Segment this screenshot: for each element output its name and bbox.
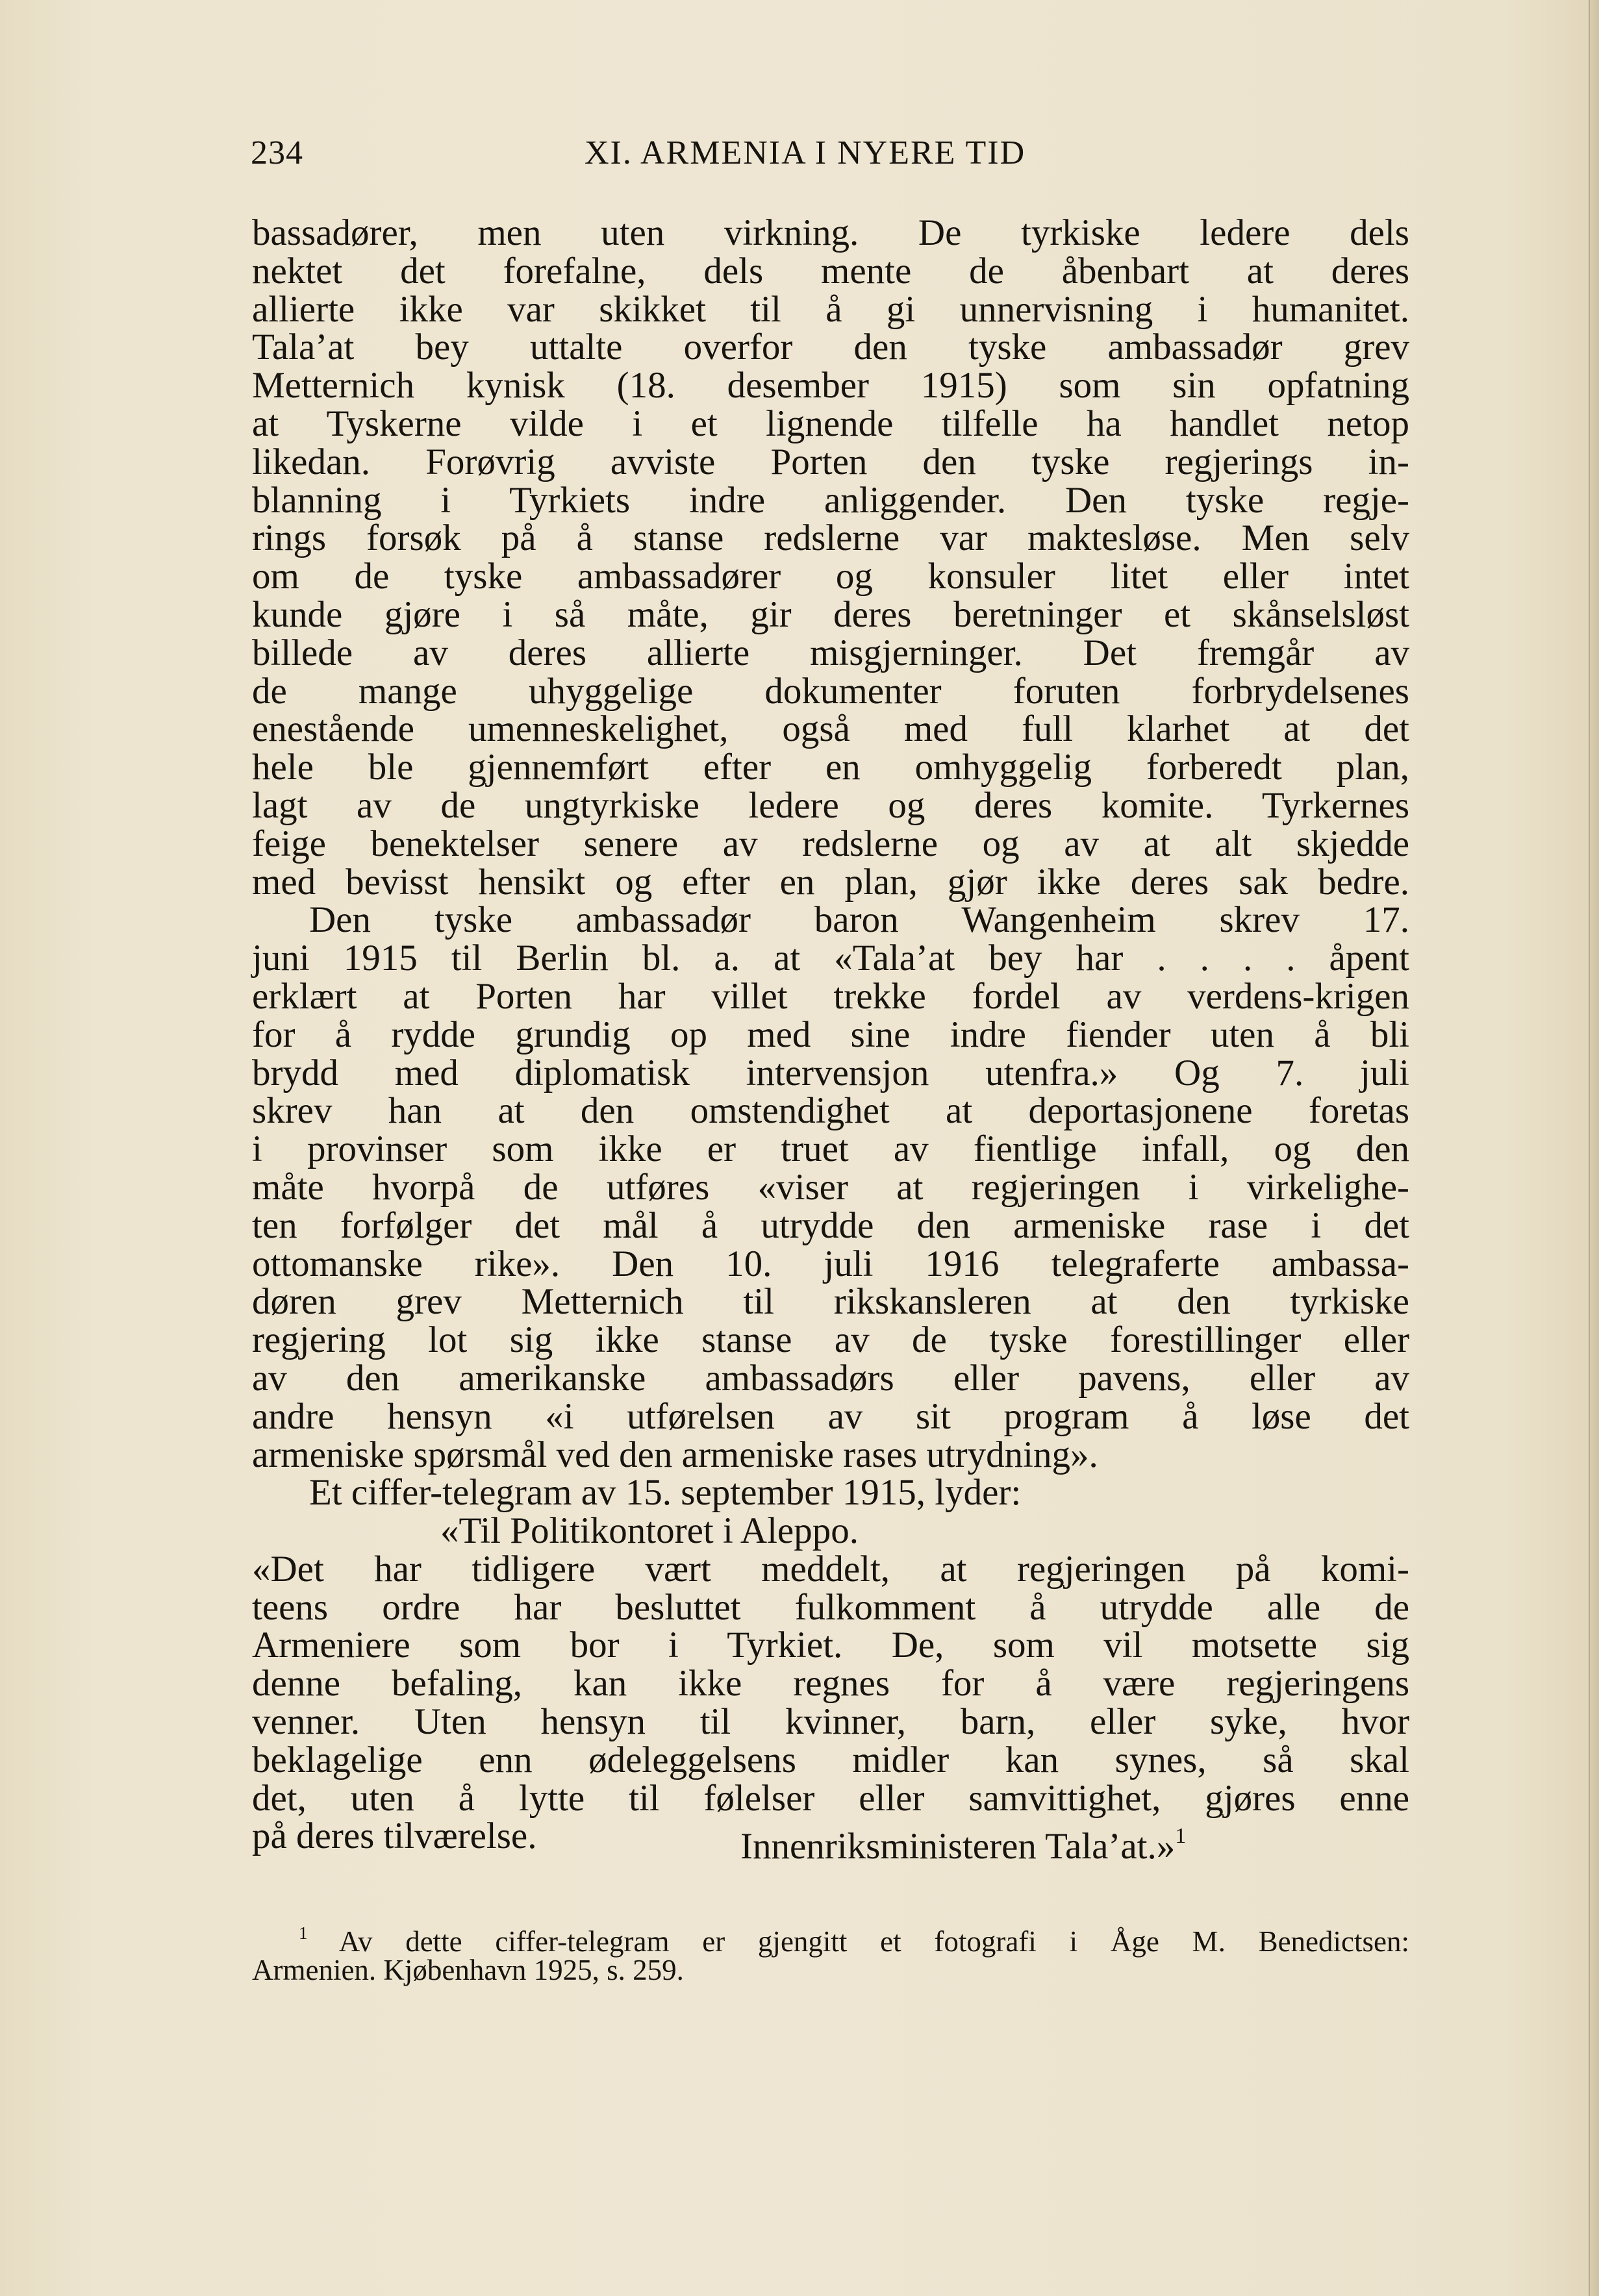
text-line: måte hvorpå de utføres «viser at regjeringen i virkelighe- [252,1166,1409,1208]
footnote-line: Armenien. Kjøbenhavn 1925, s. 259. [252,1954,684,1986]
text-line: erklært at Porten har villet trekke fordel av verdens-krigen [252,975,1409,1017]
text-line: hele ble gjennemført efter en omhyggelig forberedt plan, [252,747,1409,788]
footnote-line [252,1923,1409,1958]
footnote-text: Av dette ciffer-telegram er gjengitt et fotografi i Åge M. Benedictsen: [338,1925,1409,1958]
text-line: ten forfølger det mål å utrydde den armeniske rase i det [252,1204,1409,1246]
text-line: at Tyskerne vilde i et lignende tilfelle ha handlet netop [252,403,1409,444]
text-line: likedan. Forøvrig avviste Porten den tyske regjerings in- [252,441,1409,482]
text-line: i provinser som ikke er truet av fientlige infall, og den [252,1129,1409,1170]
text-line: blanning i Tyrkiets indre anliggender. Den tyske regje- [252,479,1409,521]
text-line: Metternich kynisk (18. desember 1915) som sin opfatning [252,365,1409,406]
text-line: juni 1915 til Berlin bl. a. at «Tala’at bey har . . . . åpent [252,938,1409,979]
text-line: rings forsøk på å stanse redslerne var maktesløse. Men selv [252,518,1409,559]
text-line: enestående umenneskelighet, også med full klarhet at det [252,708,1409,750]
text-line: det, uten å lytte til følelser eller samvittighet, gjøres enne [252,1777,1409,1819]
text-line: andre hensyn «i utførelsen av sit program å løse det [252,1395,1409,1437]
running-head: XI. ARMENIA I NYERE TID [585,134,1026,171]
body-text [252,212,1409,1867]
text-line: nektet det forefalne, dels mente de åbenbart at deres [252,250,1409,292]
text-line: med bevisst hensikt og efter en plan, gjør ikke deres sak bedre. [252,861,1409,903]
text-line: om de tyske ambassadører og konsuler litet eller intet [252,556,1409,597]
text-line: de mange uhyggelige dokumenter foruten forbrydelsenes [252,670,1409,712]
signature [740,1824,1187,1867]
text-line: teens ordre har besluttet fulkomment å utrydde alle de [252,1586,1409,1628]
text-line: armeniske spørsmål ved den armeniske rases utrydning». [252,1434,1098,1475]
text-line: lagt av de ungtyrkiske ledere og deres komite. Tyrkernes [252,784,1409,826]
text-line: for å rydde grundig op med sine indre fiender uten å bli [252,1014,1409,1055]
text-line: skrev han at den omstendighet at deportasjonene foretas [252,1090,1409,1132]
page-edge [1589,0,1599,2296]
footnote-marker: 1 [299,1923,308,1943]
text-line: beklagelige enn ødeleggelsens midler kan synes, så skal [252,1739,1409,1780]
page-number: 234 [251,134,303,171]
signature-row [252,1816,1409,1867]
footnote [252,1923,1409,1986]
text-line: kunde gjøre i så måte, gir deres beretninger et skånselsløst [252,593,1409,635]
footnote-reference: 1 [1175,1824,1187,1849]
text-line: bassadører, men uten virkning. De tyrkiske ledere dels [252,212,1409,253]
text-line: av den amerikanske ambassadørs eller pavens, eller av [252,1357,1409,1399]
text-line: døren grev Metternich til rikskansleren at den tyrkiske [252,1281,1409,1323]
text-line: regjering lot sig ikke stanse av de tyske forestillinger eller [252,1319,1409,1361]
text-line: ottomanske rike». Den 10. juli 1916 telegraferte ambassa- [252,1243,1409,1284]
text-line: Et ciffer-telegram av 15. september 1915, lyder: [309,1472,1022,1514]
text-line: Armeniere som bor i Tyrkiet. De, som vil motsette sig [252,1625,1409,1666]
letter-salutation: «Til Politikontoret i Aleppo. [440,1510,859,1552]
text-line: venner. Uten hensyn til kvinner, barn, eller syke, hvor [252,1701,1409,1743]
text-line: Den tyske ambassadør baron Wangenheim skrev 17. [309,899,1409,941]
text-line: billede av deres allierte misgjerninger. Det fremgår av [252,632,1409,673]
text-line: denne befaling, kan ikke regnes for å være regjeringens [252,1663,1409,1704]
text-line: Tala’at bey uttalte overfor den tyske ambassadør grev [252,327,1409,368]
text-line: feige benektelser senere av redslerne og av at alt skjedde [252,823,1409,864]
signature-name: Innenriksministeren Tala’at.» [740,1826,1176,1867]
page-header [251,134,1413,186]
text-line: allierte ikke var skikket til å gi unnervisning i humanitet. [252,288,1409,330]
text-line: brydd med diplomatisk intervensjon utenfra.» Og 7. juli [252,1052,1409,1093]
text-line: «Det har tidligere vært meddelt, at regjeringen på komi- [252,1548,1409,1590]
closing-text: på deres tilværelse. [252,1816,537,1857]
